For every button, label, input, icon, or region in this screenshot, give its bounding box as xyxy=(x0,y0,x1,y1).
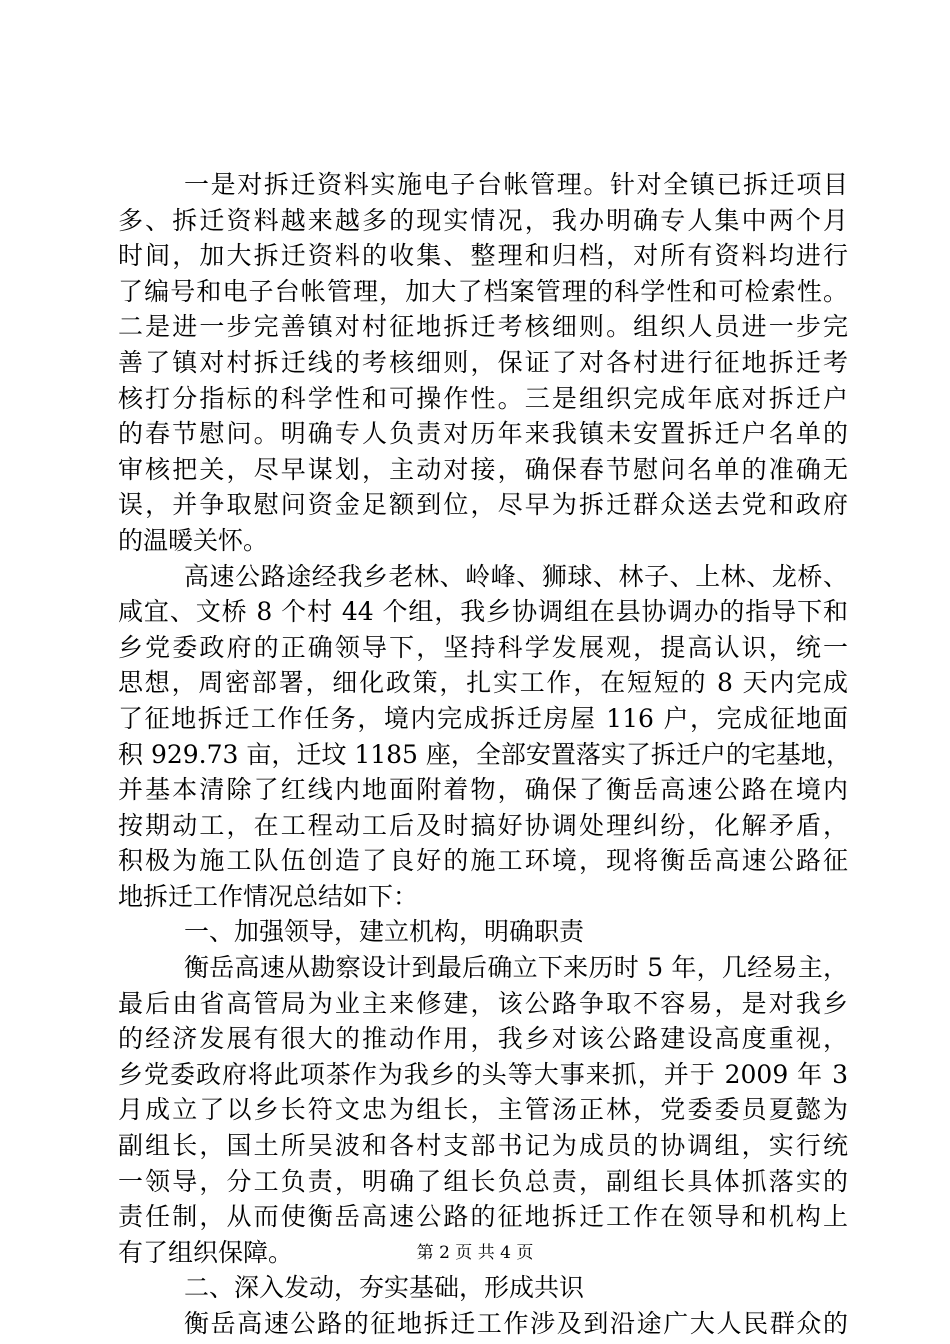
text-line: 一、加强领导，建立机构，明确职责 xyxy=(184,917,585,947)
text-line: 了编号和电子台帐管理，加大了档案管理的科学性和可检索性。 xyxy=(118,276,848,306)
text-line: 二、深入发动，夯实基础，形成共识 xyxy=(184,1273,585,1303)
text-line: 核打分指标的科学性和可操作性。三是组织完成年底对拆迁户 xyxy=(118,383,848,413)
text-line: 的春节慰问。明确专人负责对历年来我镇未安置拆迁户名单的 xyxy=(118,419,848,449)
text-line: 乡党委政府将此项茶作为我乡的头等大事来抓，并于 2009 年 3 xyxy=(118,1059,848,1089)
text-line: 责任制，从而使衡岳高速公路的征地拆迁工作在领导和机构上 xyxy=(118,1202,848,1232)
text-line: 时间，加大拆迁资料的收集、整理和归档，对所有资料均进行 xyxy=(118,241,848,271)
text-line: 衡岳高速公路的征地拆迁工作涉及到沿途广大人民群众的 xyxy=(184,1309,848,1338)
text-line: 的经济发展有很大的推动作用，我乡对该公路建设高度重视， xyxy=(118,1024,848,1054)
text-line: 乡党委政府的正确领导下，坚持科学发展观，提高认识，统一 xyxy=(118,632,848,662)
text-line: 副组长，国土所吴波和各村支部书记为成员的协调组，实行统 xyxy=(118,1131,848,1161)
text-line: 审核把关，尽早谋划，主动对接，确保春节慰问名单的准确无 xyxy=(118,454,848,484)
text-line: 高速公路途经我乡老林、岭峰、狮球、林子、上林、龙桥、 xyxy=(184,561,848,591)
text-line: 月成立了以乡长符文忠为组长，主管汤正林，党委委员夏懿为 xyxy=(118,1095,848,1125)
text-line: 并基本清除了红线内地面附着物，确保了衡岳高速公路在境内 xyxy=(118,775,848,805)
text-line: 积 929.73 亩，迁坟 1185 座，全部安置落实了拆迁户的宅基地， xyxy=(118,739,851,769)
page-footer: 第 2 页 共 4 页 xyxy=(416,1243,534,1263)
text-line: 地拆迁工作情况总结如下： xyxy=(118,881,419,911)
text-line: 思想，周密部署，细化政策，扎实工作，在短短的 8 天内完成 xyxy=(118,668,848,698)
text-line: 最后由省高管局为业主来修建，该公路争取不容易，是对我乡 xyxy=(118,988,848,1018)
text-line: 积极为施工队伍创造了良好的施工环境，现将衡岳高速公路征 xyxy=(118,846,848,876)
text-line: 善了镇对村拆迁线的考核细则，保证了对各村进行征地拆迁考 xyxy=(118,347,848,377)
text-line: 了征地拆迁工作任务，境内完成拆迁房屋 116 户，完成征地面 xyxy=(118,703,848,733)
text-line: 的温暖关怀。 xyxy=(118,525,269,555)
text-line: 一领导，分工负责，明确了组长负总责，副组长具体抓落实的 xyxy=(118,1166,848,1196)
document-body xyxy=(118,167,851,1342)
text-line: 咸宜、文桥 8 个村 44 个组，我乡协调组在县协调办的指导下和 xyxy=(118,597,848,627)
text-line: 多、拆迁资料越来越多的现实情况，我办明确专人集中两个月 xyxy=(118,205,848,235)
text-line: 衡岳高速从勘察设计到最后确立下来历时 5 年，几经易主， xyxy=(184,953,848,983)
text-line: 二是进一步完善镇对村征地拆迁考核细则。组织人员进一步完 xyxy=(118,312,848,342)
text-line: 误，并争取慰问资金足额到位，尽早为拆迁群众送去党和政府 xyxy=(118,490,848,520)
text-line: 有了组织保障。 xyxy=(118,1237,294,1267)
text-line: 一是对拆迁资料实施电子台帐管理。针对全镇已拆迁项目 xyxy=(184,170,848,199)
text-line: 按期动工，在工程动工后及时搞好协调处理纠纷，化解矛盾， xyxy=(118,810,848,840)
